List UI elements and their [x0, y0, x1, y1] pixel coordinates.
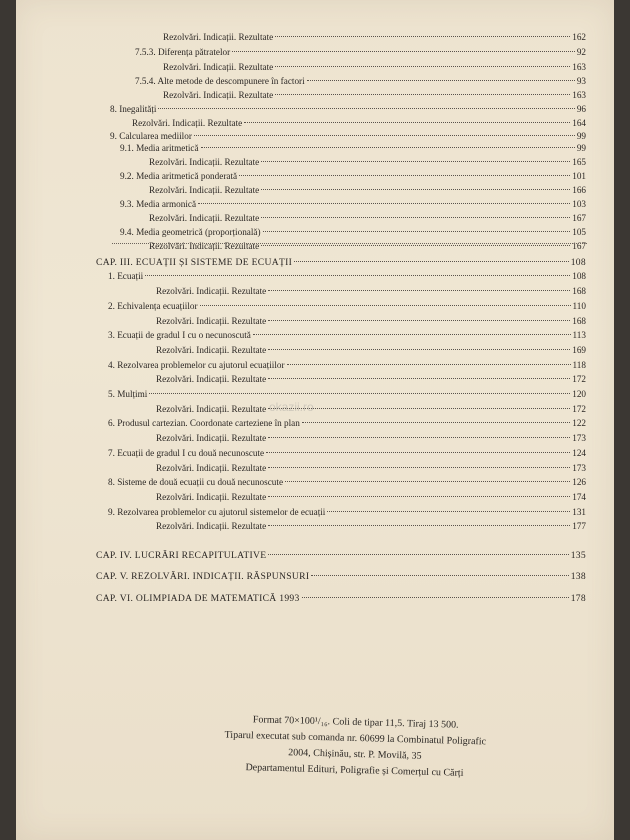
- toc-entry-page: 105: [572, 227, 586, 237]
- toc-entry-page: 108: [572, 271, 586, 281]
- toc-entry-page: 173: [572, 433, 586, 443]
- section-separator: [112, 243, 587, 244]
- toc-entry-title: Rezolvări. Indicații. Rezultate: [149, 241, 260, 251]
- dot-leader: [285, 469, 570, 482]
- toc-entry-title: 9. Calcularea mediilor: [110, 131, 192, 141]
- toc-entry-title: 8. Sisteme de două ecuații cu două necunoscute: [108, 477, 284, 487]
- dot-leader: [275, 24, 570, 37]
- dot-leader: [239, 163, 570, 176]
- dot-leader: [307, 68, 575, 81]
- toc-entry-title: 7.5.3. Diferența pătratelor: [135, 47, 231, 57]
- toc-entry-title: 9.2. Media aritmetică ponderată: [120, 171, 238, 181]
- toc-entry: [156, 428, 586, 443]
- chapter-heading: [96, 545, 586, 561]
- dot-leader: [268, 425, 570, 438]
- toc-entry-title: CAP. III. ECUAȚII ȘI SISTEME DE ECUAȚII: [96, 257, 293, 268]
- toc-entry: [135, 42, 586, 57]
- toc-entry-page: 178: [570, 593, 586, 604]
- toc-entry-title: Rezolvări. Indicații. Rezultate: [156, 404, 267, 414]
- toc-entry-page: 93: [576, 76, 586, 86]
- toc-entry-page: 169: [572, 345, 586, 355]
- toc-entry-page: 96: [576, 104, 586, 114]
- toc-entry: [108, 384, 586, 399]
- toc-entry-title: Rezolvări. Indicații. Rezultate: [163, 32, 274, 42]
- toc-entry-page: 120: [572, 389, 586, 399]
- toc-entry: [108, 296, 586, 311]
- colophon-printing-line: Tiparul executat sub comanda nr. 60699 la Combinatul Poligrafic: [224, 729, 487, 748]
- toc-entry-title: Rezolvări. Indicații. Rezultate: [156, 492, 267, 502]
- toc-entry-title: 2. Echivalența ecuațiilor: [108, 301, 198, 311]
- toc-entry: [163, 27, 586, 42]
- toc-entry-title: 4. Rezolvarea problemelor cu ajutorul ecuațiilor: [108, 360, 285, 370]
- toc-entry-page: 92: [576, 47, 586, 57]
- toc-entry-page: 108: [570, 257, 586, 268]
- toc-entry: [149, 236, 586, 251]
- toc-entry-title: 9.4. Media geometrică (proporțională): [120, 227, 261, 237]
- toc-entry-title: 3. Ecuații de gradul I cu o necunoscută: [108, 330, 251, 340]
- toc-entry-title: Rezolvări. Indicații. Rezultate: [156, 433, 267, 443]
- dot-leader: [275, 82, 570, 95]
- toc-entry-page: 167: [572, 241, 586, 251]
- toc-entry-title: 9. Rezolvarea problemelor cu ajutorul sistemelor de ecuații: [108, 507, 326, 517]
- toc-entry-page: 168: [572, 316, 586, 326]
- toc-entry-title: Rezolvări. Indicații. Rezultate: [132, 118, 243, 128]
- dot-leader: [268, 542, 568, 555]
- toc-entry-title: 7. Ecuații de gradul I cu două necunoscute: [108, 448, 265, 458]
- toc-entry-title: Rezolvări. Indicații. Rezultate: [156, 374, 267, 384]
- toc-entry-title: 8. Inegalități: [110, 104, 157, 114]
- toc-entry-title: Rezolvări. Indicații. Rezultate: [156, 345, 267, 355]
- colophon-address-line: 2004, Chișinău, str. P. Movilă, 35: [288, 747, 422, 762]
- dot-leader: [158, 96, 574, 109]
- toc-entry: [156, 340, 586, 355]
- toc-entry-page: 113: [572, 330, 586, 340]
- toc-entry-page: 110: [572, 301, 586, 311]
- toc-entry-title: CAP. VI. OLIMPIADA DE MATEMATICĂ 1993: [96, 593, 300, 604]
- toc-entry: [108, 443, 586, 458]
- dot-leader: [198, 191, 570, 204]
- toc-entry-page: 163: [572, 62, 586, 72]
- toc-entry-page: 131: [572, 507, 586, 517]
- toc-entry-title: 5. Mulțimi: [108, 389, 148, 399]
- toc-entry-title: CAP. IV. LUCRĂRI RECAPITULATIVE: [96, 550, 267, 561]
- dot-leader: [200, 293, 571, 306]
- dot-leader: [294, 249, 569, 262]
- dot-leader: [261, 149, 570, 162]
- toc-entry-title: 6. Produsul cartezian. Coordonate carteziene în plan: [108, 418, 300, 428]
- colophon-format-line: Format 70×100¹/₁₆. Coli de tipar 11,5. Tiraj 13 500.: [252, 714, 459, 731]
- toc-entry: [156, 369, 586, 384]
- toc-entry-title: Rezolvări. Indicații. Rezultate: [156, 521, 267, 531]
- dot-leader: [261, 233, 570, 246]
- toc-entry-page: 122: [572, 418, 586, 428]
- dot-leader: [275, 54, 570, 67]
- toc-entry-page: 124: [572, 448, 586, 458]
- toc-entry-page: 135: [570, 550, 586, 561]
- toc-entry-title: Rezolvări. Indicații. Rezultate: [156, 286, 267, 296]
- toc-entry-page: 168: [572, 286, 586, 296]
- toc-entry: [108, 325, 586, 340]
- dot-leader: [268, 366, 570, 379]
- toc-entry: [156, 487, 586, 502]
- toc-entry-title: 1. Ecuații: [108, 271, 144, 281]
- book-page: [16, 0, 614, 840]
- dot-leader: [268, 513, 570, 526]
- watermark: okazii.ro: [269, 400, 314, 414]
- toc-entry-page: 163: [572, 90, 586, 100]
- dot-leader: [287, 352, 571, 365]
- dot-leader: [149, 381, 570, 394]
- toc-entry-page: 101: [572, 171, 586, 181]
- toc-entry-title: Rezolvări. Indicații. Rezultate: [163, 62, 274, 72]
- dot-leader: [268, 484, 570, 497]
- toc-entry: [156, 516, 586, 531]
- toc-entry-title: 7.5.4. Alte metode de descompunere în factori: [135, 76, 305, 86]
- toc-entry-title: Rezolvări. Indicații. Rezultate: [156, 463, 267, 473]
- toc-entry-title: 9.1. Media aritmetică: [120, 143, 199, 153]
- dot-leader: [302, 410, 570, 423]
- toc-entry-page: 177: [572, 521, 586, 531]
- toc-entry-page: 172: [572, 374, 586, 384]
- dot-leader: [244, 110, 570, 123]
- chapter-heading: [96, 588, 586, 604]
- toc-entry-page: 118: [572, 360, 586, 370]
- dot-leader: [302, 585, 569, 598]
- dot-leader: [266, 440, 570, 453]
- dot-leader: [145, 263, 570, 276]
- dot-leader: [268, 308, 570, 321]
- toc-entry-title: Rezolvări. Indicații. Rezultate: [163, 90, 274, 100]
- toc-entry-title: Rezolvări. Indicații. Rezultate: [149, 185, 260, 195]
- toc-entry-title: CAP. V. REZOLVĂRI. INDICAȚII. RĂSPUNSURI: [96, 571, 310, 582]
- toc-entry-page: 162: [572, 32, 586, 42]
- toc-entry-title: 9.3. Media armonică: [120, 199, 197, 209]
- toc-entry-page: 173: [572, 463, 586, 473]
- toc-entry-page: 165: [572, 157, 586, 167]
- toc-entry-title: Rezolvări. Indicații. Rezultate: [149, 213, 260, 223]
- toc-entry-page: 126: [572, 477, 586, 487]
- dot-leader: [311, 563, 568, 576]
- toc-entry-page: 167: [572, 213, 586, 223]
- colophon: [164, 710, 546, 784]
- dot-leader: [268, 455, 570, 468]
- toc-entry: [156, 281, 586, 296]
- dot-leader: [327, 499, 570, 512]
- dot-leader: [201, 135, 575, 148]
- toc-entry-page: 138: [570, 571, 586, 582]
- toc-entry-page: 99: [576, 143, 586, 153]
- toc-entry: [108, 266, 586, 281]
- toc-entry-page: 174: [572, 492, 586, 502]
- toc-entry-page: 99: [576, 131, 586, 141]
- dot-leader: [268, 337, 570, 350]
- toc-entry-title: Rezolvări. Indicații. Rezultate: [149, 157, 260, 167]
- dot-leader: [261, 205, 570, 218]
- toc-entry-page: 103: [572, 199, 586, 209]
- toc-entry-page: 164: [572, 118, 586, 128]
- dot-leader: [263, 219, 571, 232]
- dot-leader: [253, 322, 571, 335]
- toc-entry: [108, 472, 586, 487]
- chapter-heading: [96, 566, 586, 582]
- dot-leader: [268, 278, 570, 291]
- colophon-department-line: Departamentul Edituri, Poligrafie și Comerțul cu Cărți: [245, 762, 464, 779]
- toc-entry-page: 166: [572, 185, 586, 195]
- toc-entry: [108, 413, 586, 428]
- toc-entry-page: 172: [572, 404, 586, 414]
- toc-entry-title: Rezolvări. Indicații. Rezultate: [156, 316, 267, 326]
- dot-leader: [261, 177, 570, 190]
- dot-leader: [232, 39, 575, 52]
